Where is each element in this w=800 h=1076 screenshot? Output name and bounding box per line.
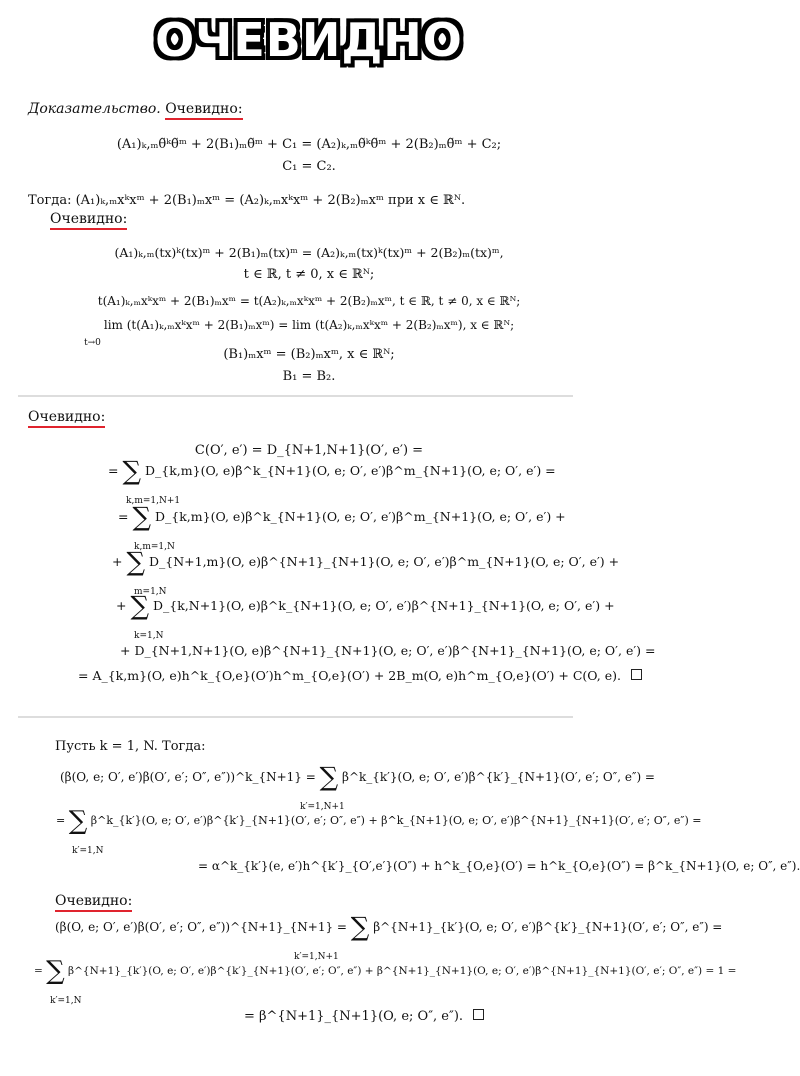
equation: + ∑ D_{k,N+1}(O, e)β^k_{N+1}(O, e; O′, e′)β^{N+1}_{N+1}(O, e; O′, e′) + (116, 591, 615, 622)
qed-square-icon (631, 669, 642, 680)
equation: (β(O, e; O′, e′)β(O′, e′; O″, e″))^k_{N+1} = ∑ β^k_{k′}(O, e; O′, e′)β^{k′}_{N+1}(O′, e′; O″, e″) = (60, 762, 655, 793)
let-line: Пусть k = 1, N. Тогда: (55, 739, 206, 754)
equation: (β(O, e; O′, e′)β(O′, e′; O″, e″))^{N+1}_{N+1} = ∑ β^{N+1}_{k′}(O, e; O′, e′)β^{k′}_{N+1}(O′, e′; O″, e″) = (55, 912, 723, 943)
equation: lim (t(A₁)ₖ,ₘxᵏxᵐ + 2(B₁)ₘxᵐ) = lim (t(A₂)ₖ,ₘxᵏxᵐ + 2(B₂)ₘxᵐ), x ∈ ℝᴺ; (103, 318, 515, 332)
sum-subscript: k,m=1,N (134, 542, 175, 552)
equation: t ∈ ℝ, t ≠ 0, x ∈ ℝᴺ; (243, 267, 375, 282)
sum-subscript: k′=1,N+1 (300, 802, 345, 812)
obviously-label: Очевидно: (55, 892, 132, 910)
divider (18, 716, 573, 718)
qed-square-icon (473, 1009, 484, 1020)
equation: = ∑ D_{k,m}(O, e)β^k_{N+1}(O, e; O′, e′)β^m_{N+1}(O, e; O′, e′) = (108, 456, 556, 487)
equation: = α^k_{k′}(e, e′)h^{k′}_{O′,e′}(O″) + h^k_{O,e}(O′) = h^k_{O,e}(O″) = β^k_{N+1}(O, e; O″, e″). (198, 859, 800, 873)
obviously-label: Очевидно: (50, 210, 127, 228)
then-line: Тогда: (A₁)ₖ,ₘxᵏxᵐ + 2(B₁)ₘxᵐ = (A₂)ₖ,ₘxᵏxᵐ + 2(B₂)ₘxᵐ при x ∈ ℝᴺ. (28, 193, 466, 208)
sum-subscript: k′=1,N (50, 996, 82, 1006)
equation: t(A₁)ₖ,ₘxᵏxᵐ + 2(B₁)ₘxᵐ = t(A₂)ₖ,ₘxᵏxᵐ + 2(B₂)ₘxᵐ, t ∈ ℝ, t ≠ 0, x ∈ ℝᴺ; (97, 294, 521, 308)
equation: C₁ = C₂. (282, 159, 336, 174)
meme-title: ОЧЕВИДНО (155, 13, 463, 67)
equation: = β^{N+1}_{N+1}(O, e; O″, e″). (244, 1008, 484, 1026)
equation: = ∑ β^{N+1}_{k′}(O, e; O′, e′)β^{k′}_{N+1}(O′, e′; O″, e″) + β^{N+1}_{N+1}(O, e; O′, e′)β^{N+1}_{N+1}(O′, e′; O″, e″) = 1 = (34, 956, 737, 986)
sum-subscript: k=1,N (134, 631, 164, 641)
meme-title-bar (0, 0, 618, 80)
proof-label: Доказательство. (28, 101, 161, 117)
equation: = ∑ D_{k,m}(O, e)β^k_{N+1}(O, e; O′, e′)β^m_{N+1}(O, e; O′, e′) + (118, 502, 566, 533)
limit-subscript: t→0 (84, 338, 101, 348)
sum-subscript: m=1,N (134, 587, 167, 597)
equation: B₁ = B₂. (282, 369, 336, 384)
equation: + D_{N+1,N+1}(O, e)β^{N+1}_{N+1}(O, e; O′, e′)β^{N+1}_{N+1}(O, e; O′, e′) = (120, 643, 656, 658)
obviously-label: Очевидно: (28, 408, 105, 426)
equation: (A₁)ₖ,ₘ(tx)ᵏ(tx)ᵐ + 2(B₁)ₘ(tx)ᵐ = (A₂)ₖ,ₘ(tx)ᵏ(tx)ᵐ + 2(B₂)ₘ(tx)ᵐ, (114, 245, 504, 260)
sum-subscript: k′=1,N (72, 846, 104, 856)
divider (18, 395, 573, 397)
equation: C(O′, e′) = D_{N+1,N+1}(O′, e′) = (194, 443, 424, 458)
sum-subscript: k′=1,N+1 (294, 952, 339, 962)
sum-subscript: k,m=1,N+1 (126, 496, 181, 506)
equation: = ∑ β^k_{k′}(O, e; O′, e′)β^{k′}_{N+1}(O′, e′; O″, e″) + β^k_{N+1}(O, e; O′, e′)β^{N+1}_{N+1}(O′, e′; O″, e″) = (56, 806, 702, 836)
equation: = A_{k,m}(O, e)h^k_{O,e}(O′)h^m_{O,e}(O′) + 2B_m(O, e)h^m_{O,e}(O′) + C(O, e). (78, 667, 642, 685)
proof-intro (28, 100, 243, 118)
equation: + ∑ D_{N+1,m}(O, e)β^{N+1}_{N+1}(O, e; O′, e′)β^m_{N+1}(O, e; O′, e′) + (112, 547, 620, 578)
equation: (A₁)ₖ,ₘθ̃ᵏθ̃ᵐ + 2(B₁)ₘθ̃ᵐ + C₁ = (A₂)ₖ,ₘθ̃ᵏθ̃ᵐ + 2(B₂)ₘθ̃ᵐ + C₂; (116, 137, 502, 152)
equation: (B₁)ₘxᵐ = (B₂)ₘxᵐ, x ∈ ℝᴺ; (223, 347, 395, 362)
obviously-label: Очевидно: (165, 101, 242, 120)
